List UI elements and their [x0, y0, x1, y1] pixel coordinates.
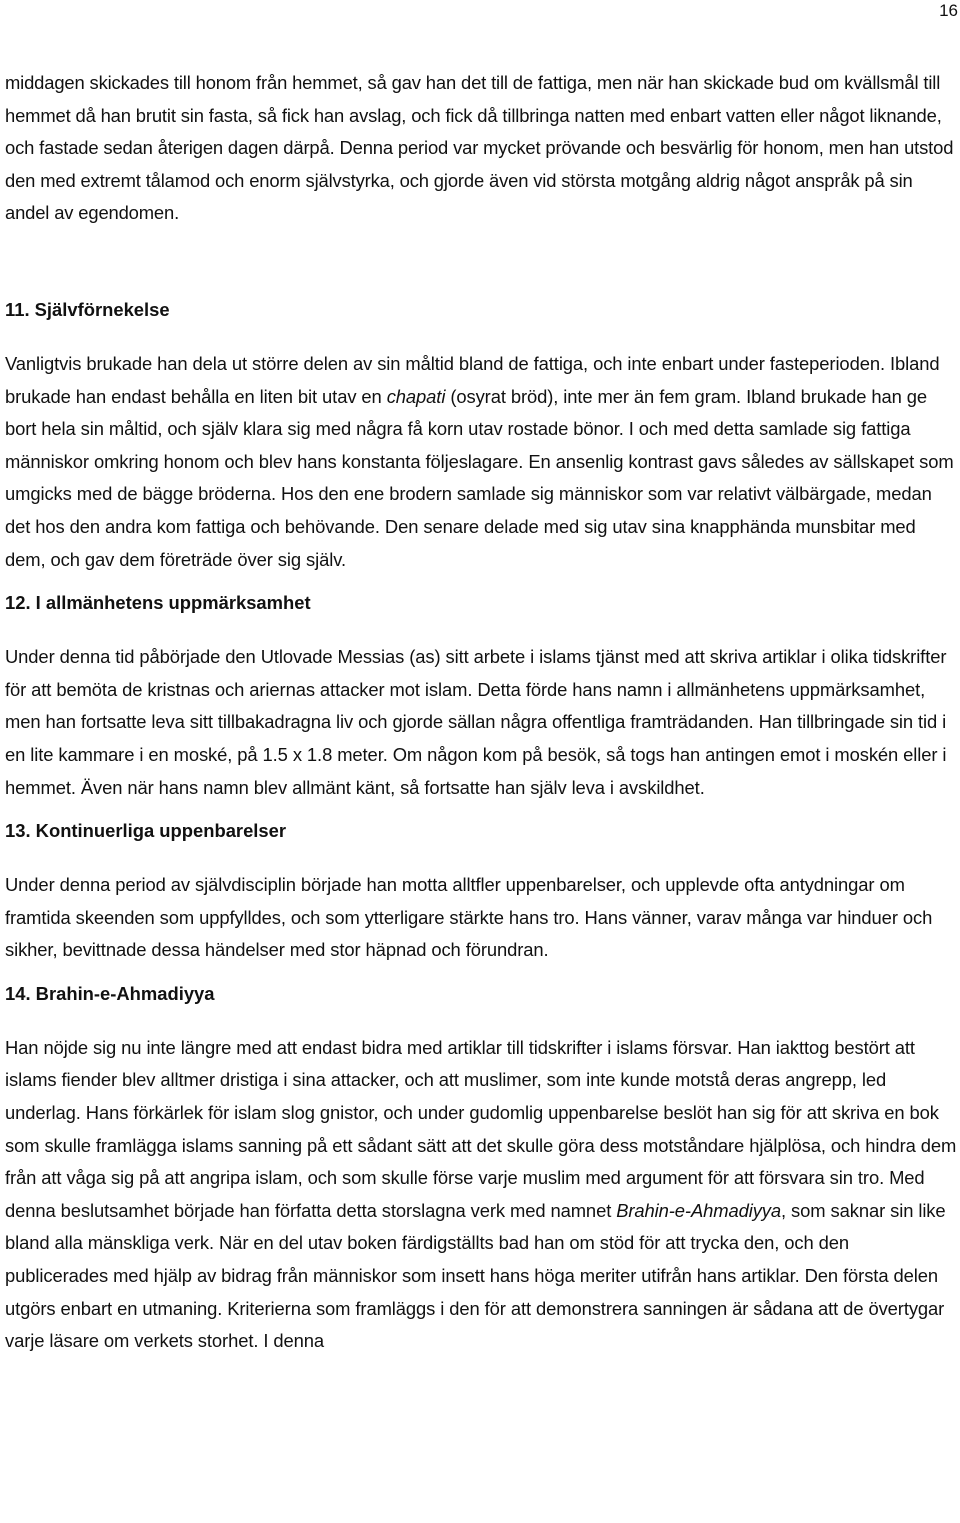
paragraph-text: Han nöjde sig nu inte längre med att endast bidra med artiklar till tidskrifter i islams försvar. Han iakttog bestört att islams fiender blev alltmer dristiga i sina attacker, och att muslimer, som inte kunde motstå deras angrepp, led underlag. Hans förkärlek för islam slog gnistor, och under gudomlig uppenbarelse beslöt han sig för att skriva en bok som skulle framlägga islams sanning på ett sådant sätt att det skulle göra dess motståndare hjälplösa, och hindra dem från att våga sig på att angripa islam, och som skulle förse varje muslim med argument för att försvara sin tro. Med denna beslutsamhet började han författa detta storslagna verk med namnet	[5, 1036, 957, 1221]
section-paragraph-14	[5, 1032, 957, 1358]
document-body	[5, 67, 957, 1358]
paragraph-text: (osyrat bröd), inte mer än fem gram. Ibland brukade han ge bort hela sin måltid, och själv klara sig med några få korn utav rostade bönor. I och med detta samlade sig fattiga människor omkring honom och blev hans konstanta följeslagare. En ansenlig kontrast gavs således av sällskapet som umgicks med de bägge bröderna. Hos den ene brodern samlade sig människor som var relativt välbärgade, medan det hos den andra kom fattiga och behövande. Den senare delade med sig utav sina knapphända munsbitar med dem, och gav dem företräde över sig själv.	[5, 385, 954, 570]
section-paragraph-13: Under denna period av självdisciplin började han motta alltfler uppenbarelser, och upplevde ofta antydningar om framtida skeenden som uppfylldes, och som ytterligare stärkte hans tro. Hans vänner, varav många var hinduer och sikher, bevittnade dessa händelser med stor häpnad och förundran.	[5, 874, 933, 961]
page-number: 16	[939, 1, 958, 20]
paragraph-text: , som saknar sin like bland alla mänskliga verk. När en del utav boken färdigställts bad han om stöd för att trycka den, och den publicerades med hjälp av bidrag från människor som insett hans höga meriter utifrån hans artiklar. Den första delen utgörs enbart en utmaning. Kriterierna som framläggs i den för att demonstrera sanningen är sådana att de övertygar varje läsare om verkets storhet. I denna	[5, 1199, 946, 1352]
section-heading-12: 12. I allmänhetens uppmärksamhet	[5, 592, 311, 614]
spacer	[5, 576, 957, 587]
section-heading-11: 11. Självförnekelse	[5, 298, 170, 320]
spacer	[5, 326, 957, 348]
spacer	[5, 967, 957, 978]
section-heading-14: 14. Brahin-e-Ahmadiyya	[5, 982, 215, 1004]
spacer	[5, 230, 957, 294]
spacer	[5, 619, 957, 641]
italic-term: Brahin-e-Ahmadiyya	[616, 1199, 782, 1221]
intro-paragraph: middagen skickades till honom från hemmet, så gav han det till de fattiga, men när han skickade bud om kvällsmål till hemmet då han brutit sin fasta, så fick han avslag, och fick då tillbringa natten med enbart vatten eller något liknande, och fastade sedan återigen dagen därpå. Denna period var mycket prövande och besvärlig för honom, men han utstod den med extremt tålamod och enorm självstyrka, och gjorde även vid största motgång aldrig något anspråk på sin andel av egendomen.	[5, 72, 954, 224]
italic-term: chapati	[386, 385, 446, 407]
section-paragraph-11	[5, 348, 957, 576]
section-paragraph-12: Under denna tid påbörjade den Utlovade Messias (as) sitt arbete i islams tjänst med att skriva artiklar i olika tidskrifter för att bemöta de kristnas och ariernas attacker mot islam. Detta förde hans namn i allmänhetens uppmärksamhet, men han fortsatte leva sitt tillbakadragna liv och gjorde sällan några offentliga framträdanden. Han tillbringade sin tid i en lite kammare i en moské, på 1.5 x 1.8 meter. Om någon kom på besök, så togs han antingen emot i moskén eller i hemmet. Även när hans namn blev allmänt känt, så fortsatte han själv leva i avskildhet.	[5, 646, 947, 798]
spacer	[5, 804, 957, 815]
spacer	[5, 1010, 957, 1032]
spacer	[5, 847, 957, 869]
section-heading-13: 13. Kontinuerliga uppenbarelser	[5, 820, 287, 842]
paragraph-text: Vanligtvis brukade han dela ut större delen av sin måltid bland de fattiga, och inte enbart under fasteperioden. Ibland brukade han endast behålla en liten bit utav en	[5, 352, 940, 407]
